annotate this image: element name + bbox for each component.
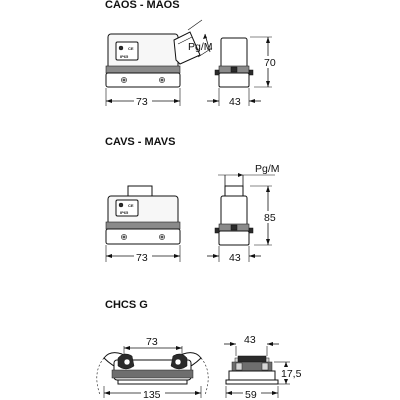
- dimension-side-height: [250, 186, 279, 245]
- dimension-side-top-width: [224, 334, 279, 356]
- front-view-angled-hood: [106, 32, 200, 87]
- dimension-top-inner-width: [124, 335, 182, 358]
- total-width-value: 135: [143, 389, 161, 400]
- top-inner-width-value: 73: [146, 336, 158, 348]
- cable-entry-dimension: [218, 163, 280, 186]
- front-view-straight-hood: [106, 186, 180, 244]
- side-bottom-width-value: 59: [245, 389, 257, 400]
- dimension-side-depth: [207, 246, 261, 264]
- svg-text:CE: CE: [128, 46, 134, 51]
- section-caos-maos: [105, 0, 279, 108]
- side-height-value: 17,5: [281, 368, 302, 380]
- dimension-side-bottom-width: [226, 386, 278, 400]
- dimension-side-height: [250, 37, 279, 87]
- rating-text: IP65: [120, 210, 129, 215]
- cable-label: Pg/M: [188, 41, 213, 53]
- side-view: [215, 38, 253, 87]
- svg-text:CE: CE: [128, 203, 134, 208]
- section-title: CAVS - MAVS: [105, 136, 176, 148]
- cable-label: Pg/M: [255, 163, 280, 175]
- section-title: CAOS - MAOS: [105, 0, 180, 11]
- front-width-value: 73: [136, 96, 148, 108]
- rating-text: IP65: [120, 54, 129, 59]
- side-height-value: 70: [264, 57, 276, 69]
- side-depth-value: 43: [229, 96, 241, 108]
- side-view: [215, 186, 253, 245]
- dimension-front-width: [106, 245, 180, 264]
- section-title: CHCS G: [105, 299, 148, 311]
- side-top-width-value: 43: [244, 334, 256, 346]
- dimension-front-width: [106, 88, 180, 108]
- dimension-side-depth: [207, 88, 261, 108]
- side-view: [226, 356, 278, 384]
- dimension-total-width: [104, 386, 201, 400]
- front-width-value: 73: [136, 252, 148, 264]
- side-depth-value: 43: [229, 252, 241, 264]
- section-chcs-g: [97, 299, 302, 400]
- side-height-value: 85: [264, 212, 276, 224]
- section-cavs-mavs: [105, 136, 280, 264]
